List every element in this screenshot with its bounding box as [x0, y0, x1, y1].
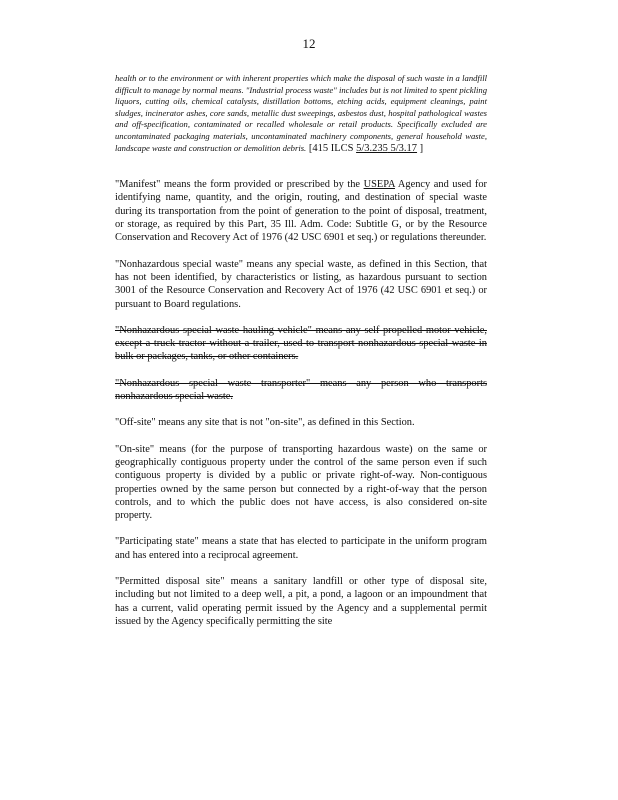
definition-off-site: "Off-site" means any site that is not "on-site", as defined in this Section. — [115, 417, 415, 429]
definition-nonhazardous-special-waste: "Nonhazardous special waste" means any special waste, as defined in this Section, that has not been identified, by characteristics or listing, as hazardous pursuant to section 3001 of the Resource Conservation and Recovery Act of 1976 (42 USC 6901 et seq.) or pursuant to Board regulations. — [115, 258, 487, 310]
citation-ref-2: 5/3.17 — [387, 142, 418, 154]
manifest-after: Agency and used for identifying name, quantity, and the origin, routing, and destination of special waste during its transportation from the point of generation to the point of disposal, treatment, or storage, as required by this Part, 35 Ill. Adm. Code: Subtitle G, or by the Resource Conservation and Recovery Act of 1976 (42 USC 6901 et seq.) or regulations thereunder. — [115, 179, 487, 244]
manifest-underlined: USEPA — [363, 179, 395, 191]
manifest-before: "Manifest" means the form provided or prescribed by the — [115, 179, 364, 191]
definition-manifest — [115, 178, 487, 244]
definition-transporter-deleted: "Nonhazardous special waste transporter" means any person who transports nonhazardous special waste. — [115, 377, 487, 403]
continuation-text: health or to the environment or with inherent properties which make the disposal of such waste in a landfill difficult to manage by normal means. "Industrial process waste" includes but is not limited to spent pickling liquors, cutting oils, chemical catalysts, distillation bottoms, etching acids, equipment cleanings, paint sludges, incinerator ashes, core sands, metallic dust sweepings, asbestos dust, hospital pathological wastes and off-specification, contaminated or recalled wholesale or retail products. Specifically excluded are uncontaminated packaging materials, uncontaminated machinery components, general household waste, landscape waste and construction or demolition debris. — [115, 73, 487, 153]
citation-ref: 5/3.235 — [356, 142, 388, 154]
page-number: 12 — [302, 36, 316, 51]
citation-close: ] — [417, 142, 424, 154]
definition-on-site: "On-site" means (for the purpose of transporting hazardous waste) on the same or geographically contiguous property under the control of the same person even if such contiguous property is divided by a public or private right-of-way. Non-contiguous properties owned by the same person but connected by a right-of-way that the person controls, and to which the public does not have access, is also considered on-site property. — [115, 443, 487, 522]
citation-open: [415 ILCS — [306, 142, 357, 154]
definition-participating-state: "Participating state" means a state that has elected to participate in the uniform program and has entered into a reciprocal agreement. — [115, 536, 487, 561]
definition-permitted-disposal-site: "Permitted disposal site" means a sanitary landfill or other type of disposal site, including but not limited to a deep well, a pit, a pond, a lagoon or an impoundment that has a current, valid operating permit issued by the Agency and a supplemental permit issued by the Agency specifically permitting the site — [115, 575, 487, 627]
definition-hauling-vehicle-deleted: "Nonhazardous special waste hauling vehicle" means any self-propelled motor vehicle, except a truck tractor without a trailer, used to transport nonhazardous special waste in bulk or packages, tanks, or other containers. — [115, 324, 487, 363]
continuation-paragraph — [115, 73, 487, 154]
page-content — [115, 73, 487, 641]
